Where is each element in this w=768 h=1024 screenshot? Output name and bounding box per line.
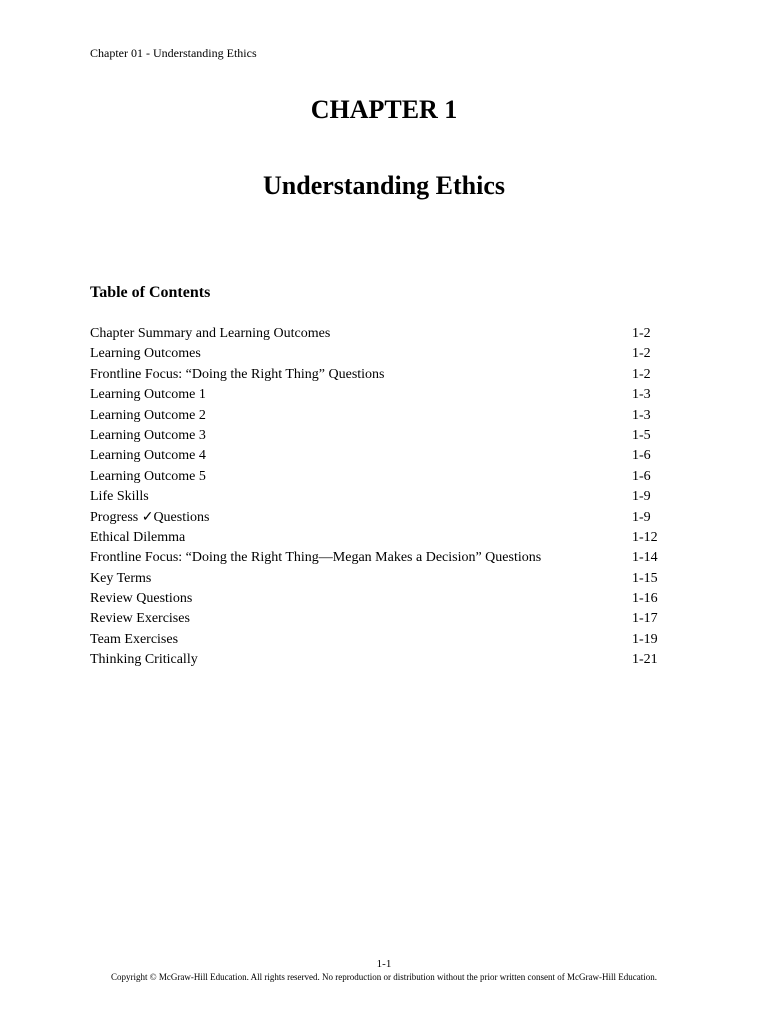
toc-entry-page: 1-15 [632, 570, 658, 586]
toc-entry-title: Frontline Focus: “Doing the Right Thing—Megan Makes a Decision” Questions [90, 550, 542, 566]
toc-entry-title: Learning Outcome 3 [90, 427, 206, 443]
toc-entry [90, 365, 670, 385]
toc-entry-page: 1-3 [632, 407, 651, 423]
footer-page-number: 1-1 [376, 958, 392, 970]
toc-entry-title: Key Terms [90, 570, 152, 586]
toc-entry-page: 1-17 [632, 611, 658, 627]
chapter-number: CHAPTER 1 [310, 95, 458, 124]
toc-entry [90, 528, 670, 548]
toc-entry-page: 1-2 [632, 346, 651, 362]
toc-entry-page: 1-9 [632, 489, 651, 505]
toc-entry-page: 1-2 [632, 326, 651, 341]
toc-entry-title: Learning Outcome 1 [90, 387, 206, 403]
toc-heading: Table of Contents [90, 284, 211, 301]
toc-entry-title: Learning Outcome 2 [90, 407, 206, 423]
toc-entry-title: Progress ✓Questions [90, 509, 210, 525]
toc-entry-title: Learning Outcome 5 [90, 468, 206, 484]
toc-entry [90, 426, 670, 446]
toc-entry-title: Ethical Dilemma [90, 529, 186, 545]
toc-entry [90, 406, 670, 426]
toc-entry-page: 1-6 [632, 448, 651, 464]
toc-entry-title: Thinking Critically [90, 652, 198, 668]
toc-list [90, 324, 670, 671]
toc-entry [90, 344, 670, 364]
toc-entry-title: Frontline Focus: “Doing the Right Thing” Questions [90, 366, 385, 382]
toc-entry [90, 650, 670, 670]
toc-entry-title: Review Exercises [90, 611, 190, 627]
toc-entry [90, 324, 670, 344]
toc-entry-page: 1-21 [632, 652, 658, 668]
toc-entry [90, 609, 670, 629]
toc-entry [90, 446, 670, 466]
toc-entry [90, 630, 670, 650]
chapter-title: Understanding Ethics [263, 171, 505, 200]
toc-entry-page: 1-3 [632, 387, 651, 403]
toc-entry-page: 1-19 [632, 631, 658, 647]
toc-entry-title: Team Exercises [90, 631, 179, 647]
toc-entry-page: 1-12 [632, 529, 658, 545]
toc-entry-page: 1-6 [632, 468, 651, 484]
toc-entry-title: Review Questions [90, 591, 193, 607]
running-header: Chapter 01 - Understanding Ethics [90, 46, 257, 60]
toc-entry-page: 1-2 [632, 366, 651, 382]
toc-entry-page: 1-16 [632, 591, 658, 607]
toc-entry-page: 1-5 [632, 427, 651, 443]
toc-entry [90, 548, 670, 568]
toc-entry-title: Life Skills [90, 489, 149, 505]
toc-entry [90, 508, 670, 528]
footer-copyright: Copyright © McGraw-Hill Education. All rights reserved. No reproduction or distribution without the prior written consent of McGraw-Hill Education. [111, 972, 657, 982]
toc-entry-page: 1-9 [632, 509, 651, 525]
toc-entry-title: Learning Outcomes [90, 346, 201, 362]
toc-entry [90, 487, 670, 507]
toc-entry-title: Chapter Summary and Learning Outcomes [90, 326, 331, 341]
toc-entry [90, 589, 670, 609]
toc-entry [90, 467, 670, 487]
toc-entry-title: Learning Outcome 4 [90, 448, 206, 464]
toc-entry [90, 569, 670, 589]
toc-entry [90, 385, 670, 405]
toc-entry-page: 1-14 [632, 550, 658, 566]
